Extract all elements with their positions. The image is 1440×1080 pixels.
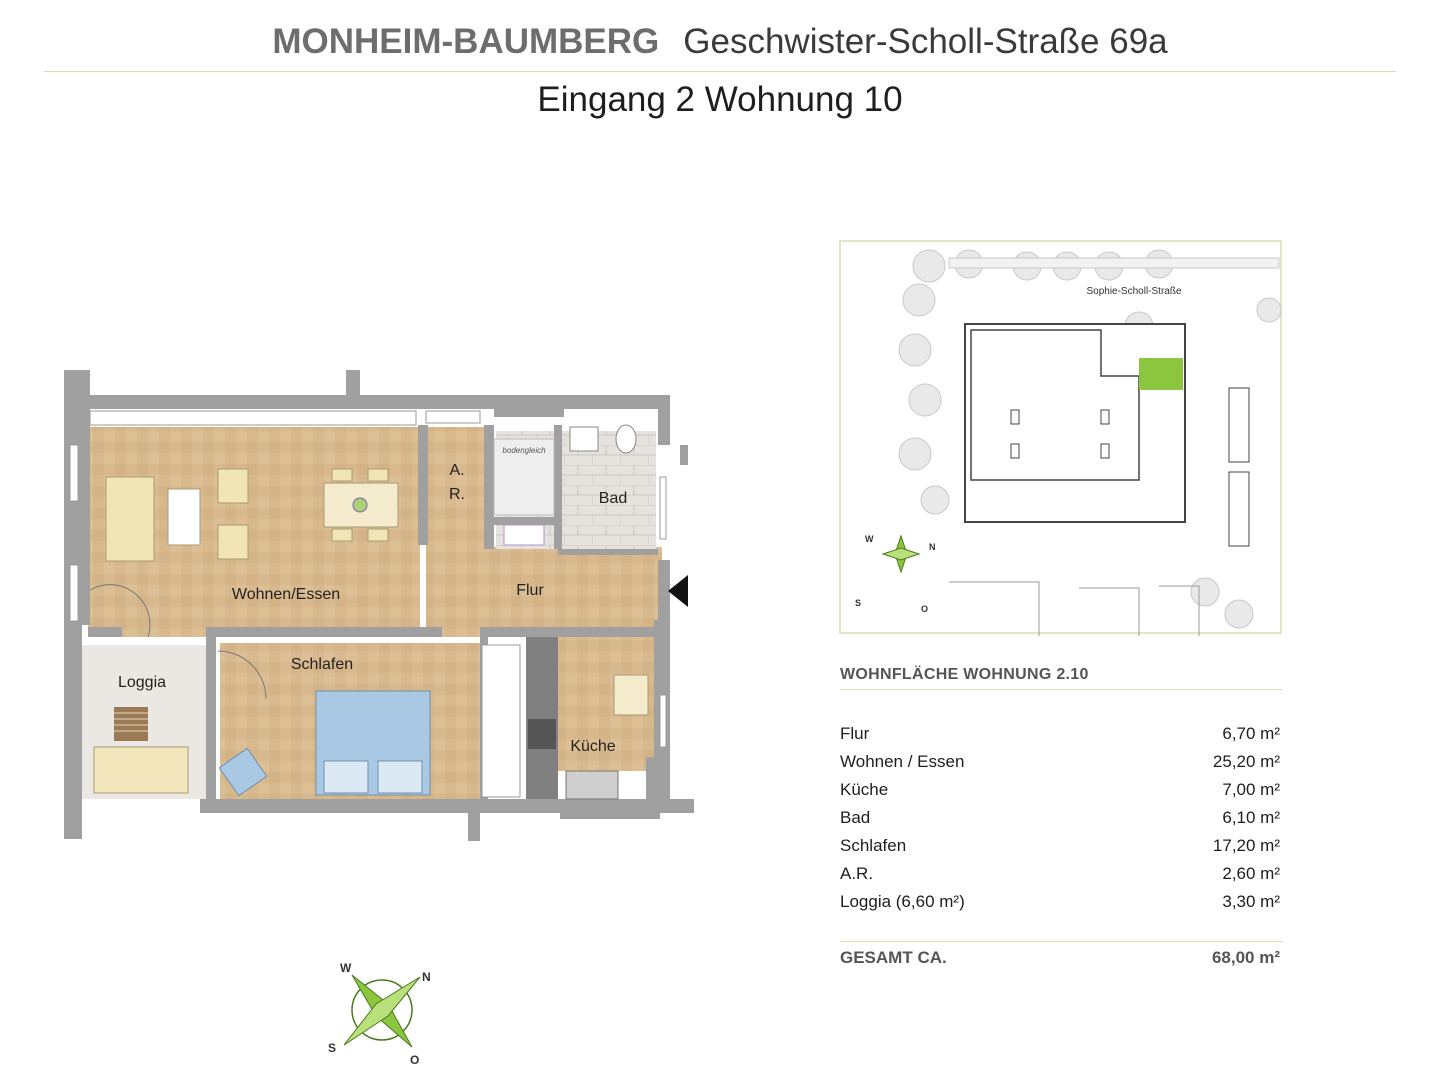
area-row-value: 25,20 m²	[1212, 752, 1280, 771]
street	[949, 258, 1279, 268]
room-label-schlafen: Schlafen	[290, 656, 354, 673]
pillow	[378, 761, 422, 793]
area-row-label: A.R.	[840, 864, 874, 883]
area-row-value: 17,20 m²	[1212, 836, 1280, 855]
site-plan-drawing	[839, 240, 1283, 636]
site-compass-n: N	[929, 542, 936, 552]
total-value: 68,00 m²	[1211, 948, 1280, 967]
area-row	[840, 864, 1280, 890]
flower-vase	[353, 498, 367, 512]
room-label-bad: Bad	[598, 490, 628, 507]
loggia-mat	[114, 707, 148, 741]
area-row-label: Wohnen / Essen	[840, 752, 965, 771]
flur-floor	[426, 547, 662, 637]
area-row	[840, 724, 1280, 750]
dining-chair	[332, 529, 352, 541]
compass-label-w: W	[340, 961, 352, 975]
building-outline	[965, 324, 1185, 522]
areas-title: WOHNFLÄCHE WOHNUNG 2.10	[840, 666, 1089, 683]
compass-label-n: N	[422, 970, 431, 984]
room-label-loggia: Loggia	[117, 674, 167, 691]
area-row-value: 6,10 m²	[1222, 808, 1280, 827]
compass-label-o: O	[410, 1053, 420, 1067]
area-row-label: Flur	[840, 724, 870, 743]
dining-chair	[332, 469, 352, 481]
site-compass-s: S	[855, 598, 862, 608]
coffee-table	[168, 489, 200, 545]
compass-rose	[322, 955, 442, 1080]
area-row-value: 3,30 m²	[1222, 892, 1280, 911]
room-label-kueche: Küche	[570, 738, 616, 755]
unit-title: Eingang 2 Wohnung 10	[537, 80, 903, 119]
total-label: GESAMT CA.	[840, 948, 947, 967]
sink	[566, 771, 618, 799]
site-plan	[839, 240, 1283, 641]
area-row-label: Küche	[840, 780, 889, 799]
area-row-value: 2,60 m²	[1222, 864, 1280, 883]
toilet	[616, 425, 636, 453]
coat-rack	[504, 525, 544, 545]
bath-note: bodengleich	[502, 446, 546, 455]
area-row-label: Bad	[840, 808, 871, 827]
area-row-label: Schlafen	[840, 836, 907, 855]
dining-chair	[368, 529, 388, 541]
compass-label-s: S	[328, 1041, 337, 1055]
site-compass-w: W	[865, 534, 874, 544]
entrance-arrow	[668, 575, 688, 607]
sofa	[106, 477, 154, 561]
area-row	[840, 780, 1280, 806]
dining-chair	[368, 469, 388, 481]
area-row	[840, 808, 1280, 834]
area-row	[840, 836, 1280, 862]
armchair-1	[218, 469, 248, 503]
room-label-ar: R.	[449, 486, 465, 503]
areas-total-divider	[840, 941, 1282, 942]
areas-title-divider	[840, 689, 1282, 690]
floor-plan	[60, 365, 700, 850]
compass-needle-ew	[344, 977, 420, 1045]
street-label: Sophie-Scholl-Straße	[1086, 286, 1182, 297]
highlighted-unit	[1139, 358, 1183, 390]
area-row	[840, 752, 1280, 778]
washbasin	[570, 427, 598, 451]
compass-drawing	[322, 955, 442, 1075]
floor-plan-drawing	[60, 365, 700, 845]
armchair-2	[218, 525, 248, 559]
room-label-wohnen: Wohnen/Essen	[231, 586, 341, 603]
room-label-flur: Flur	[516, 582, 544, 599]
loggia-bench	[94, 747, 188, 793]
wardrobe	[482, 645, 520, 797]
pillow	[324, 761, 368, 793]
area-row	[840, 892, 1280, 918]
area-row-value: 6,70 m²	[1222, 724, 1280, 743]
area-row-label: Loggia (6,60 m²)	[840, 892, 965, 911]
kitchen-counter	[526, 637, 558, 799]
kitchen-table	[614, 675, 648, 715]
street-address: Geschwister-Scholl-Straße 69a	[683, 22, 1168, 61]
room-label-ar: A.	[449, 462, 465, 479]
cooktop	[528, 719, 556, 749]
city-name: MONHEIM-BAUMBERG	[272, 22, 660, 61]
site-compass-o: O	[921, 604, 929, 614]
area-row-value: 7,00 m²	[1222, 780, 1280, 799]
title-divider	[44, 71, 1396, 72]
page-title	[0, 22, 1440, 62]
